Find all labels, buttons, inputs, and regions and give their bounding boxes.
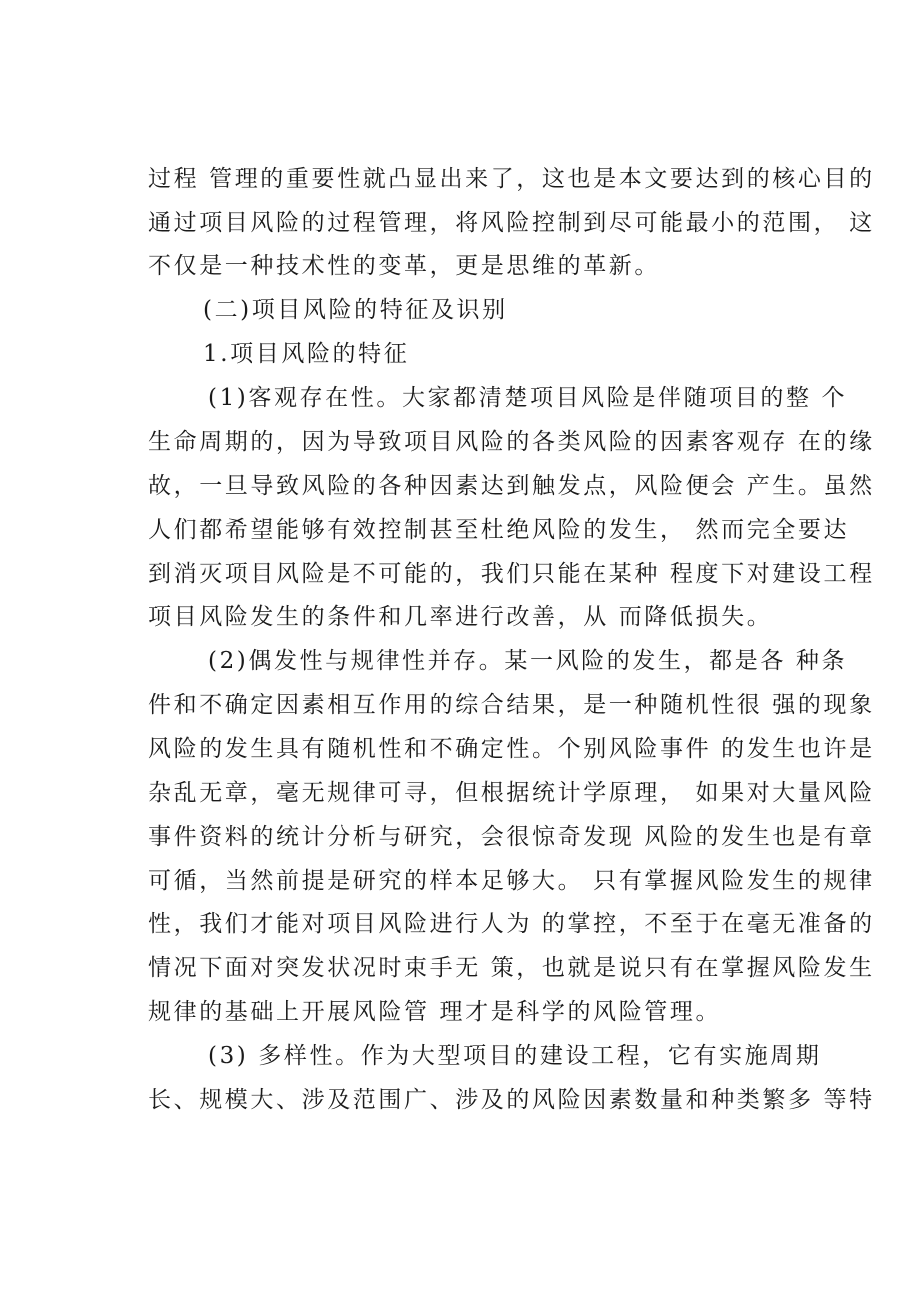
text-line: 长、规模大、涉及范围广、涉及的风险因素数量和种类繁多 等特 [148, 1087, 875, 1113]
text-line: 事件资料的统计分析与研究，会很惊奇发现 风险的发生也是有章 [148, 824, 875, 850]
text-line: 风险的发生具有随机性和不确定性。个别风险事件 的发生也许是 [148, 736, 875, 762]
text-line: 人们都希望能够有效控制甚至杜绝风险的发生， 然而完全要达 [148, 517, 850, 543]
subsection-heading: 1.项目风险的特征 [203, 341, 410, 367]
text-line: 不仅是一种技术性的变革，更是思维的革新。 [148, 253, 660, 279]
text-line: 生命周期的，因为导致项目风险的各类风险的因素客观存 在的缘 [148, 429, 875, 455]
text-line: 通过项目风险的过程管理，将风险控制到尽可能最小的范围， 这 [148, 210, 875, 236]
text-line: 件和不确定因素相互作用的综合结果，是一种随机性很 强的现象 [148, 692, 875, 718]
section-heading: (二)项目风险的特征及识别 [203, 297, 508, 323]
text-line: 规律的基础上开展风险管 理才是科学的风险管理。 [148, 999, 722, 1025]
text-line: 情况下面对突发状况时束手无 策，也就是说只有在掌握风险发生 [148, 955, 875, 981]
text-line: (2)偶发性与规律性并存。某一风险的发生，都是各 种条 [208, 648, 848, 674]
text-line: 过程 管理的重要性就凸显出来了，这也是本文要达到的核心目的 [148, 166, 875, 192]
text-line: 到消灭项目风险是不可能的，我们只能在某种 程度下对建设工程 [148, 561, 875, 587]
text-line: 杂乱无章，毫无规律可寻，但根据统计学原理， 如果对大量风险 [148, 780, 875, 806]
text-line: 性，我们才能对项目风险进行人为 的掌控，不至于在毫无准备的 [148, 911, 875, 937]
text-line: (1)客观存在性。大家都清楚项目风险是伴随项目的整 个 [208, 385, 848, 411]
text-line: 项目风险发生的条件和几率进行改善，从 而降低损失。 [148, 604, 773, 630]
text-line: 可循，当然前提是研究的样本足够大。 只有掌握风险发生的规律 [148, 868, 875, 894]
text-line: 故，一旦导致风险的各种因素达到触发点，风险便会 产生。虽然 [148, 473, 875, 499]
text-line: (3) 多样性。作为大型项目的建设工程，它有实施周期 [208, 1043, 822, 1069]
